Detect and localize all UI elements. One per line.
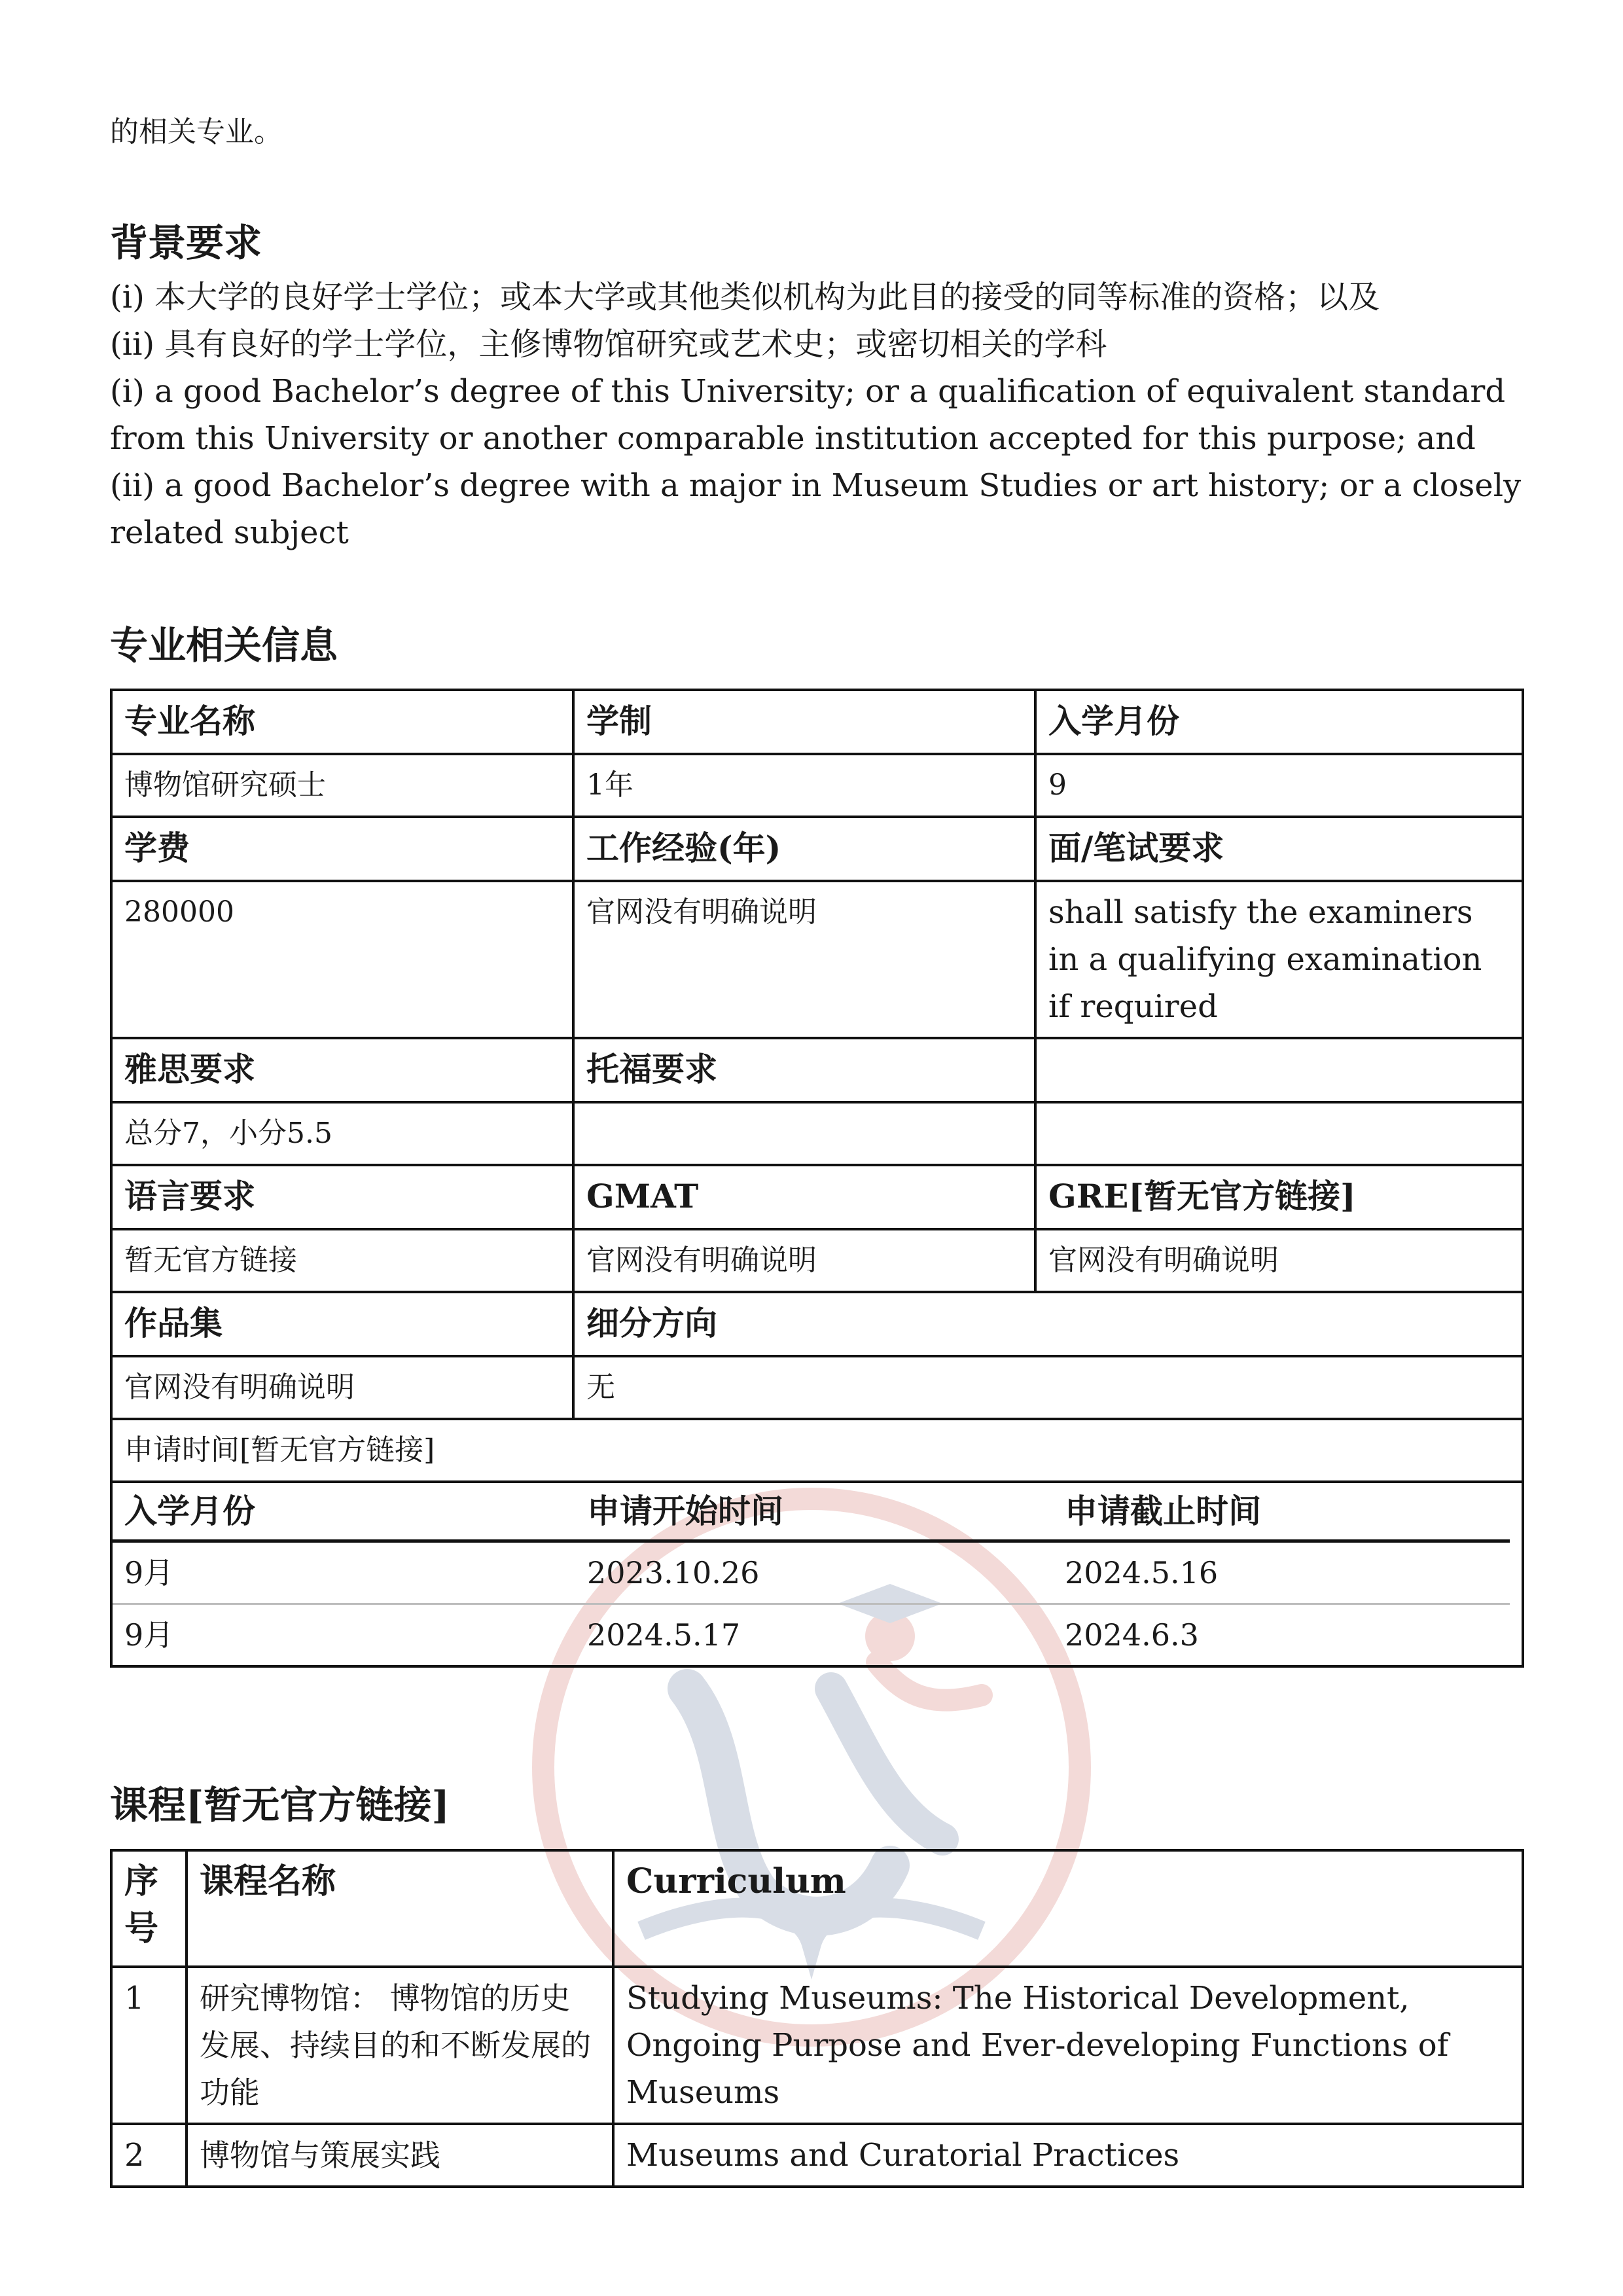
label-toefl: 托福要求 (573, 1038, 1035, 1102)
label-interview: 面/笔试要求 (1035, 817, 1523, 881)
course-curriculum: Studying Museums: The Historical Development, Ongoing Purpose and Ever-developing Functions of Museums (613, 1967, 1523, 2124)
table-row (113, 1543, 1510, 1605)
row-intake: 9月 (124, 1555, 174, 1590)
course-name: 博物馆与策展实践 (187, 2124, 613, 2187)
program-info-title: 专业相关信息 (110, 623, 338, 668)
label-ielts: 雅思要求 (111, 1038, 573, 1102)
application-time-header (113, 1483, 1510, 1543)
empty-cell (1035, 1102, 1523, 1165)
label-gmat: GMAT (573, 1165, 1035, 1229)
value-intake: 9 (1035, 754, 1523, 817)
background-line: (i) 本大学的良好学士学位；或本大学或其他类似机构为此目的接受的同等标准的资格；以及 (110, 279, 1380, 315)
course-number: 2 (111, 2124, 187, 2187)
label-language: 语言要求 (111, 1165, 573, 1229)
background-title: 背景要求 (110, 221, 262, 265)
value-gmat: 官网没有明确说明 (573, 1229, 1035, 1292)
program-info-table (110, 689, 1524, 1668)
row-intake: 9月 (124, 1617, 174, 1653)
background-line: (ii) 具有良好的学士学位，主修博物馆研究或艺术史；或密切相关的学科 (110, 326, 1107, 363)
course-number: 1 (111, 1967, 187, 2124)
value-direction: 无 (573, 1356, 1523, 1419)
header-number: 序号 (111, 1850, 187, 1967)
application-time-table (111, 1482, 1523, 1666)
value-program-name: 博物馆研究硕士 (111, 754, 573, 817)
table-row (113, 1605, 1522, 1665)
label-duration: 学制 (573, 690, 1035, 754)
course-curriculum: Museums and Curatorial Practices (613, 2124, 1523, 2187)
header-deadline: 申请截止时间 (1065, 1492, 1261, 1530)
row-deadline: 2024.6.3 (1065, 1617, 1199, 1653)
courses-title: 课程[暂无官方链接] (110, 1783, 450, 1827)
header-start: 申请开始时间 (587, 1492, 783, 1530)
background-requirements (110, 274, 1522, 556)
value-duration: 1年 (573, 754, 1035, 817)
label-portfolio: 作品集 (111, 1292, 573, 1356)
value-ielts: 总分7，小分5.5 (111, 1102, 573, 1165)
header-course-name: 课程名称 (187, 1850, 613, 1967)
label-work-experience: 工作经验(年) (573, 817, 1035, 881)
background-line: (ii) a good Bachelor’s degree with a major in Museum Studies or art history; or a closely (110, 467, 1522, 504)
row-start: 2024.5.17 (587, 1617, 741, 1653)
label-tuition: 学费 (111, 817, 573, 881)
courses-table (110, 1849, 1524, 2188)
continuation-text: 的相关专业。 (110, 115, 283, 149)
row-deadline: 2024.5.16 (1065, 1555, 1219, 1590)
label-direction: 细分方向 (573, 1292, 1523, 1356)
course-name: 研究博物馆： 博物馆的历史发展、持续目的和不断发展的功能 (187, 1967, 613, 2124)
label-intake: 入学月份 (1035, 690, 1523, 754)
empty-cell (1035, 1038, 1523, 1102)
row-start: 2023.10.26 (587, 1555, 760, 1590)
value-toefl (573, 1102, 1035, 1165)
value-portfolio: 官网没有明确说明 (111, 1356, 573, 1419)
label-gre: GRE[暂无官方链接] (1035, 1165, 1523, 1229)
header-curriculum: Curriculum (613, 1850, 1523, 1967)
value-tuition: 280000 (111, 881, 573, 1038)
background-line: from this University or another comparable institution accepted for this purpose; and (110, 420, 1476, 457)
background-line: related subject (110, 514, 349, 551)
value-gre: 官网没有明确说明 (1035, 1229, 1523, 1292)
value-interview: shall satisfy the examiners in a qualifying examination if required (1035, 881, 1523, 1038)
background-line: (i) a good Bachelor’s degree of this University; or a qualification of equivalent standard (110, 373, 1506, 410)
value-work-experience: 官网没有明确说明 (573, 881, 1035, 1038)
label-program-name: 专业名称 (111, 690, 573, 754)
application-time-label: 申请时间[暂无官方链接] (111, 1419, 1523, 1482)
value-language: 暂无官方链接 (111, 1229, 573, 1292)
header-intake: 入学月份 (124, 1492, 255, 1530)
